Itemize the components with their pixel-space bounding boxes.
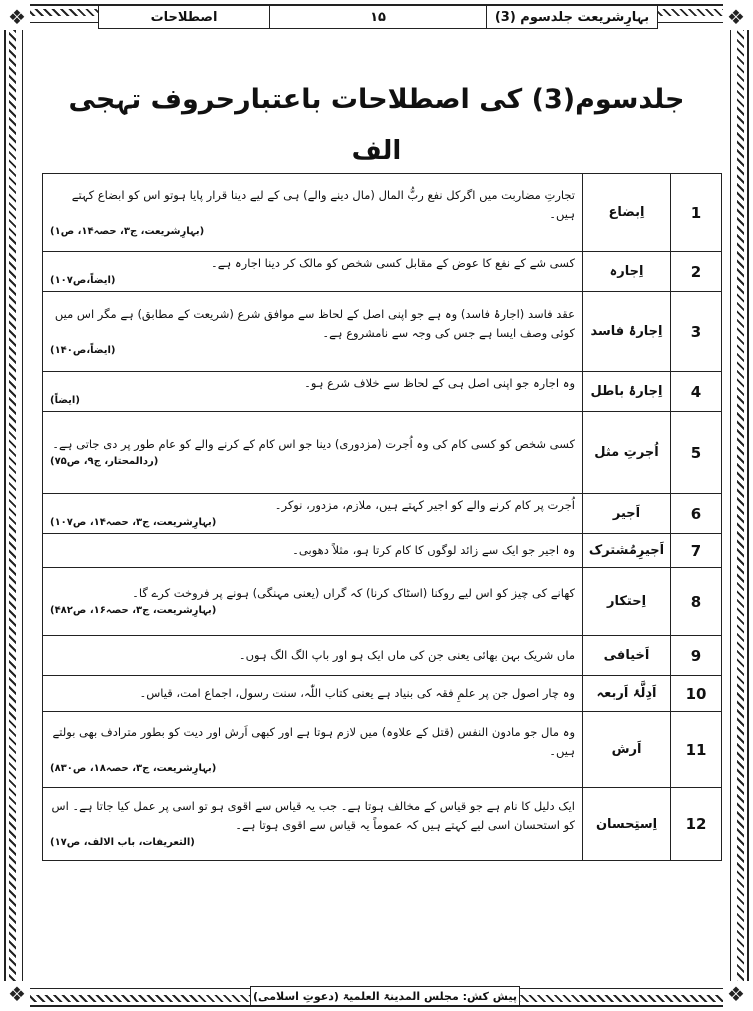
entry-number: 5 (670, 412, 721, 493)
entry-reference: (بہارِشریعت، ج۳، حصہ۱۴، ص۱۰۷) (50, 517, 217, 528)
entry-term: اِجارۂ فاسد (582, 292, 670, 371)
entry-definition: ایک دلیل کا نام ہے جو قیاس کے مخالف ہوتا ہے۔ جب یہ قیاس سے اقوی ہو تو اسی پر عمل کیا جاتا ہے۔ اس کو استحسان اسی لیے کہتے ہیں کہ عموماً یہ قیاس سے اقوی ہوتا ہے۔ (51, 799, 575, 832)
table-row (43, 636, 721, 676)
table-row (43, 412, 721, 494)
entry-reference: (ردالمحتار، ج۹، ص۷۵) (50, 456, 159, 467)
entry-term: اَرش (582, 712, 670, 787)
entry-definition-cell (43, 372, 582, 411)
entry-term: اِحتکار (582, 568, 670, 635)
entry-definition: کسی شے کے نفع کا عوض کے مقابل کسی شخص کو مالک کر دینا اجارہ ہے۔ (211, 256, 575, 270)
header-section-title: اصطلاحات (150, 9, 218, 25)
corner-ornament-icon: ❖ (4, 4, 30, 30)
entry-reference: (ایضاً،ص۱۴۰) (50, 344, 116, 356)
entry-definition-cell (43, 252, 582, 291)
page-title: جلدسوم(3) کی اصطلاحات باعتبارحروف تہجی (68, 84, 685, 115)
table-row (43, 676, 721, 712)
entry-number: 11 (670, 712, 721, 787)
entry-definition: عقد فاسد (اجارۂ فاسد) وہ ہے جو اپنی اصل کے لحاظ سے موافق شرع (شریعت کے مطابق) ہے مگر اس میں کوئی وصف ایسا ہے جس کی وجہ سے نامشروع ہے۔ (54, 306, 575, 340)
entry-term: اِجارۂ باطل (582, 372, 670, 411)
table-row (43, 568, 721, 636)
table-row (43, 788, 721, 860)
entry-reference: (بہارِشریعت، ج۳، حصہ۱۶، ص۴۸۲) (50, 605, 217, 616)
entry-definition: وہ اجیر جو ایک سے زائد لوگوں کا کام کرتا ہو، مثلاً دھوبی۔ (292, 543, 575, 557)
entry-number: 4 (670, 372, 721, 411)
corner-ornament-icon: ❖ (723, 4, 749, 30)
entry-term: اُجرتِ مثل (582, 412, 670, 493)
entry-definition: ماں شریک بہن بھائی یعنی جن کی ماں ایک ہو اور باپ الگ الگ ہوں۔ (238, 648, 575, 662)
entry-definition-cell (43, 174, 582, 251)
entry-number: 6 (670, 494, 721, 533)
entry-number: 9 (670, 636, 721, 675)
entry-reference: (بہارِشریعت، ج۳، حصہ۱۸، ص۸۳۰) (50, 762, 217, 774)
table-row (43, 292, 721, 372)
entry-definition: وہ چار اصول جن پر علمِ فقہ کی بنیاد ہے یعنی کتاب اللّٰہ، سنت رسول، اجماع امت، قیاس۔ (139, 686, 575, 700)
entry-definition-cell (43, 568, 582, 635)
table-row (43, 534, 721, 568)
entry-term: اَجیرِمُشترک (582, 534, 670, 567)
entry-definition: اُجرت پر کام کرنے والے کو اجیر کہتے ہیں، ملازم، مزدور، نوکر۔ (274, 498, 575, 512)
entry-number: 7 (670, 534, 721, 567)
table-row (43, 372, 721, 412)
entry-number: 1 (670, 174, 721, 251)
entry-number: 8 (670, 568, 721, 635)
table-row (43, 494, 721, 534)
entry-reference: (التعریفات، باب الالف، ص۱۷) (50, 837, 195, 848)
table-row (43, 252, 721, 292)
entry-number: 10 (670, 676, 721, 711)
glossary-table (42, 173, 722, 861)
entry-definition: تجارتِ مضاربت میں اگرکل نفع ربُّ المال (مال دینے والے) ہی کے لیے دینا قرار پایا ہوتو اس کو ابضاع کہتے ہیں۔ (71, 187, 575, 221)
entry-term: اِبضاع (582, 174, 670, 251)
entry-definition-cell (43, 412, 582, 493)
page-footer: پیش کش: مجلس المدینۃ العلمیۃ (دعوتِ اسلامی) (250, 986, 520, 1006)
entry-term: اَجیر (582, 494, 670, 533)
corner-ornament-icon: ❖ (4, 981, 30, 1007)
table-row (43, 712, 721, 788)
header-book-title: بہارِشریعت جلدسوم (3) (486, 6, 657, 28)
entry-definition-cell (43, 534, 582, 567)
section-heading: الف (351, 136, 402, 166)
entry-reference: (ایضاً) (50, 395, 80, 406)
entry-definition-cell (43, 788, 582, 860)
page-header (98, 5, 658, 29)
entry-number: 12 (670, 788, 721, 860)
entry-definition: وہ مال جو مادون النفس (قتل کے علاوہ) میں لازم ہوتا ہے اور کبھی اَرش اور دیت کو بطور مترادف بھی بولتے ہیں۔ (52, 724, 575, 758)
table-row (43, 174, 721, 252)
entry-term: اَخیافی (582, 636, 670, 675)
entry-definition-cell (43, 292, 582, 371)
entry-definition-cell (43, 494, 582, 533)
entry-number: 2 (670, 252, 721, 291)
entry-definition-cell (43, 676, 582, 711)
entry-reference: (بہارِشریعت، ج۳، حصہ۱۴، ص۱) (50, 225, 205, 237)
entry-term: اَدِلَّۂ اَربعہ (582, 676, 670, 711)
entry-number: 3 (670, 292, 721, 371)
corner-ornament-icon: ❖ (723, 981, 749, 1007)
entry-definition: وہ اجارہ جو اپنی اصل ہی کے لحاظ سے خلاف شرع ہو۔ (304, 376, 575, 390)
header-page-number: ۱۵ (269, 6, 486, 28)
entry-term: اِجارہ (582, 252, 670, 291)
entry-reference: (ایضاً،ص۱۰۷) (50, 275, 116, 286)
entry-definition-cell (43, 636, 582, 675)
entry-definition: کسی شخص کو کسی کام کی وہ اُجرت (مزدوری) دینا جو اس کام کے کرنے والے کو عام طور پر دی جاتی ہے۔ (52, 437, 575, 451)
entry-definition-cell (43, 712, 582, 787)
entry-term: اِستِحسان (582, 788, 670, 860)
entry-definition: کھانے کی چیز کو اس لیے روکنا (اسٹاک کرنا) کہ گراں (یعنی مہنگی) ہونے پر فروخت کرے گا۔ (132, 586, 575, 600)
